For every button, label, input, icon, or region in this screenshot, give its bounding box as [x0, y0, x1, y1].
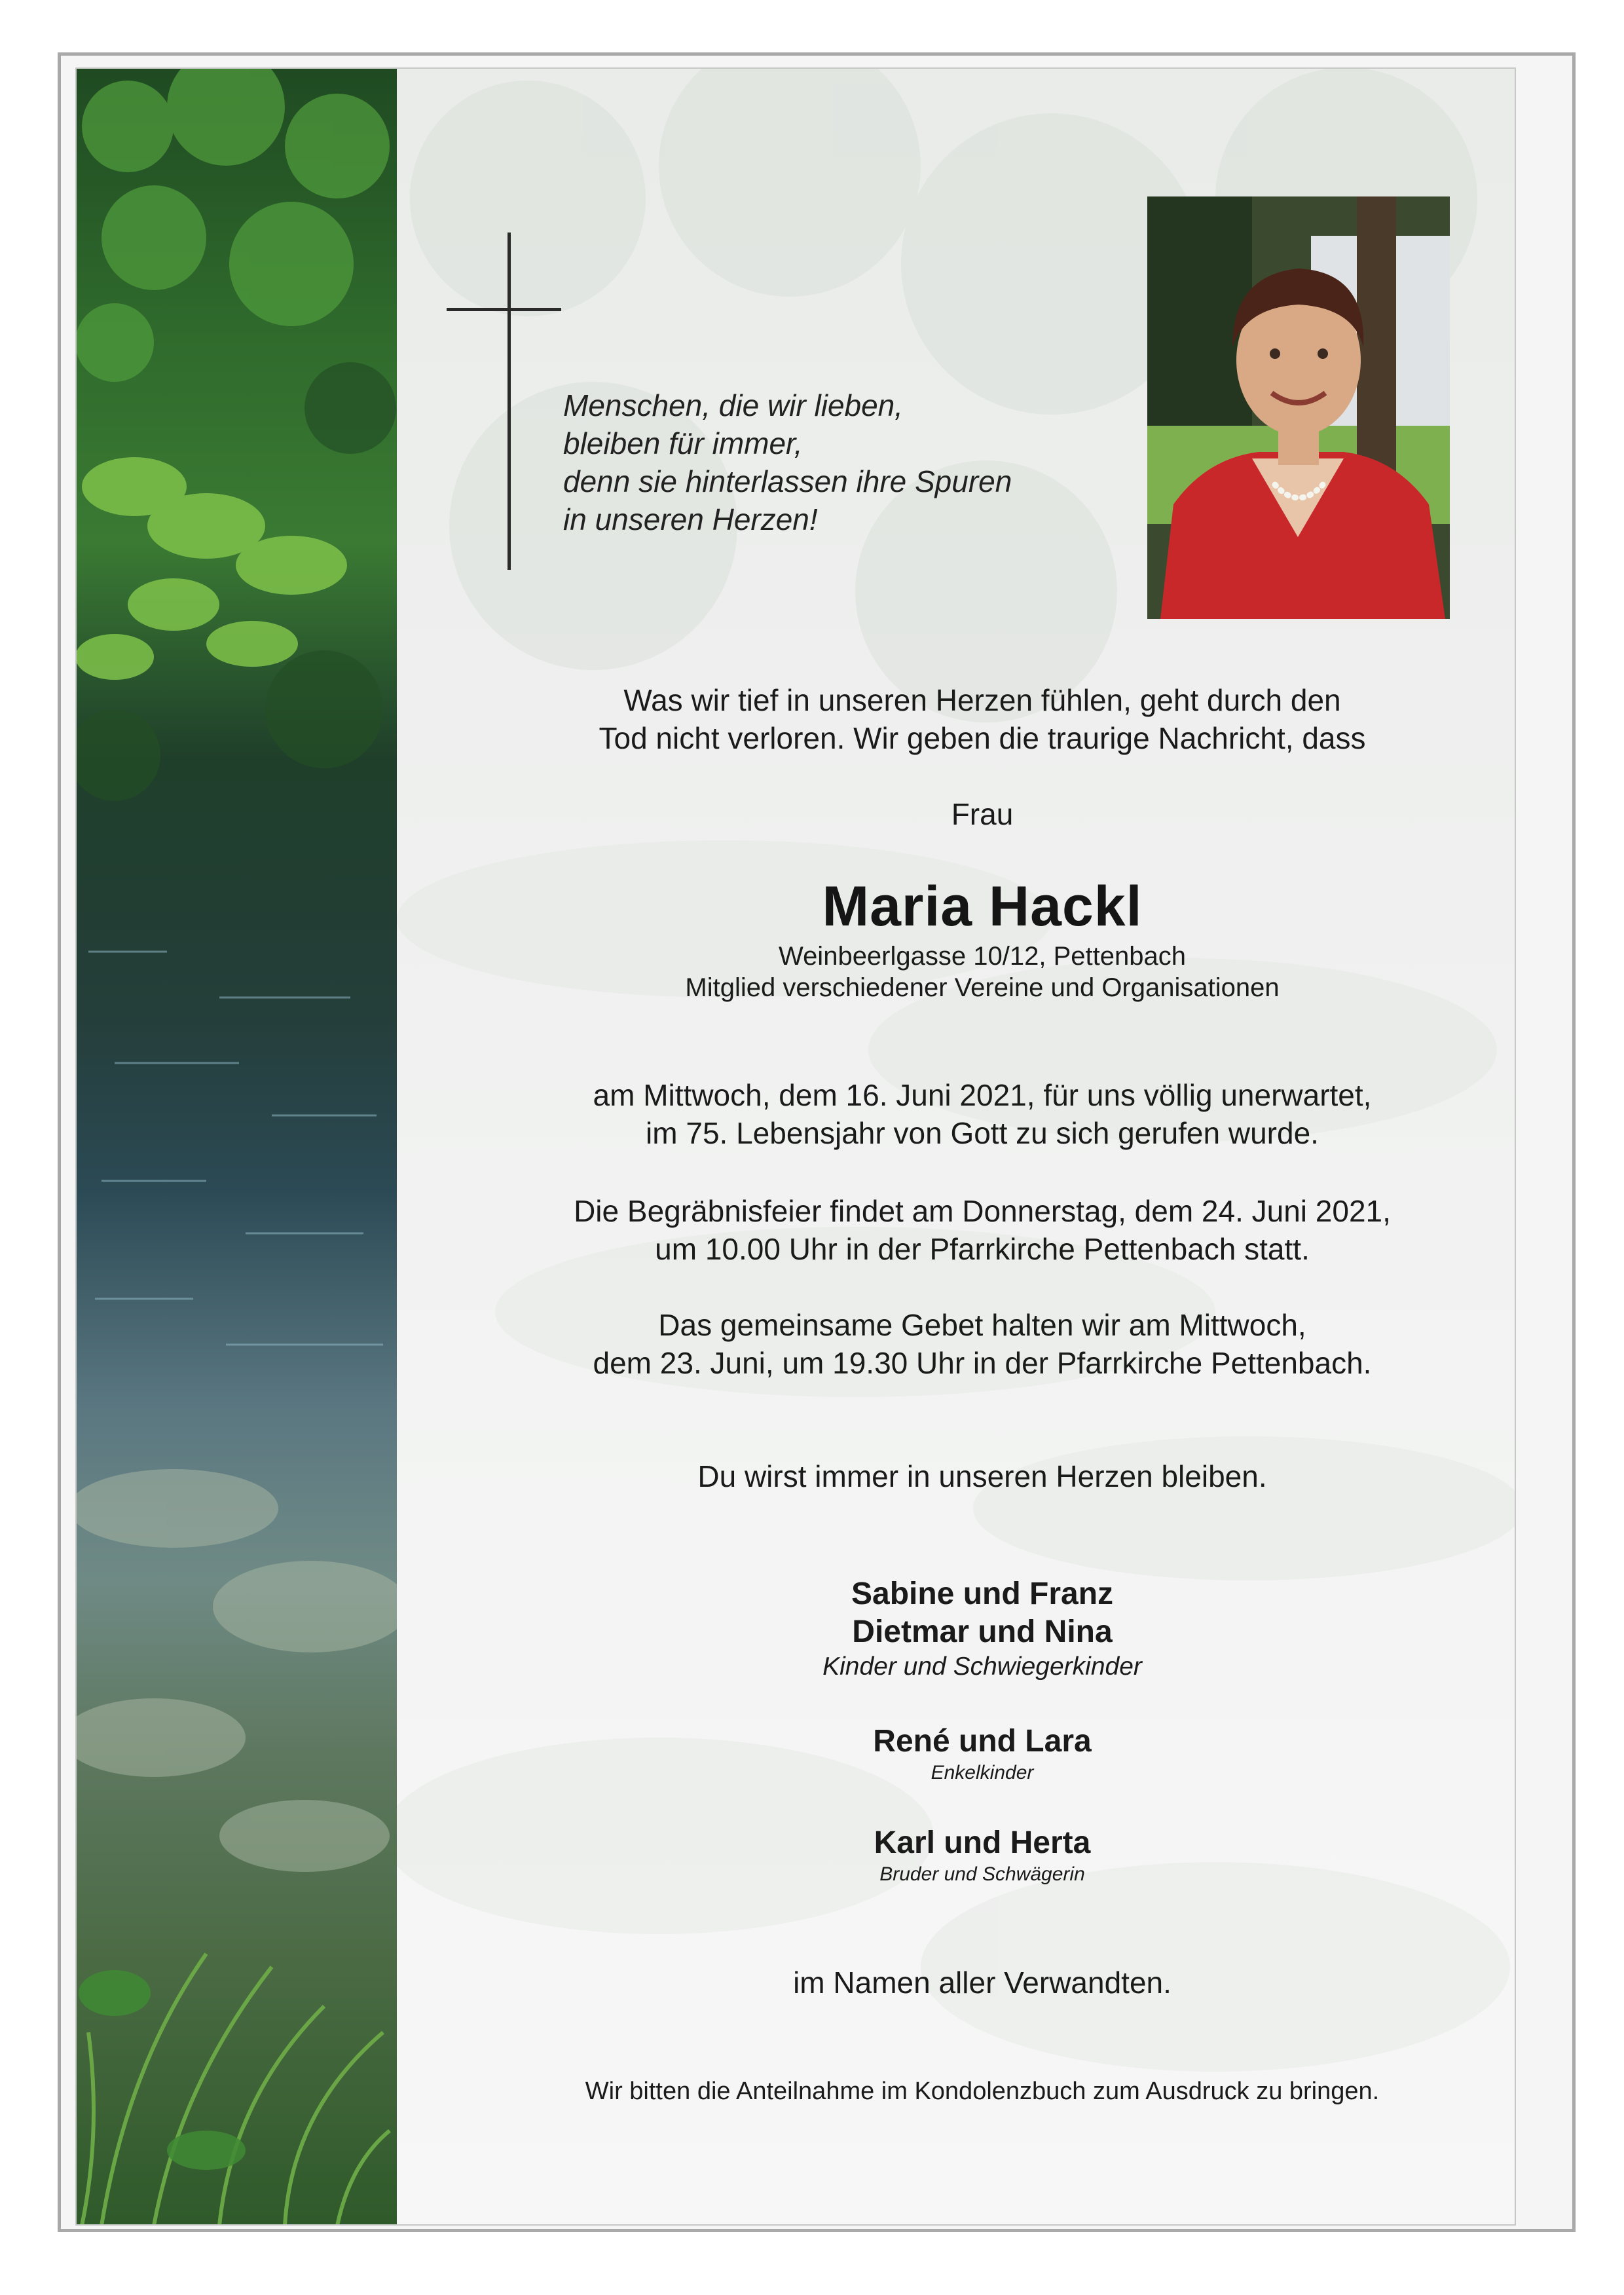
- prayer-info: [458, 1306, 1506, 1382]
- mourner-relation: Enkelkinder: [931, 1762, 1034, 1783]
- poem-line: denn sie hinterlassen ihre Spuren: [563, 464, 1012, 498]
- cross-icon-horizontal: [447, 308, 561, 311]
- funeral-info: [458, 1192, 1506, 1268]
- mourner-group-grandchildren: [458, 1723, 1506, 1785]
- mourner-names: Dietmar und Nina: [852, 1614, 1113, 1649]
- deceased-membership: Mitglied verschiedener Vereine und Organisationen: [685, 973, 1280, 1002]
- portrait-photo: [1147, 196, 1450, 619]
- death-notice-line: im 75. Lebensjahr von Gott zu sich gerufen wurde.: [646, 1116, 1319, 1150]
- mourner-relation: Bruder und Schwägerin: [879, 1863, 1085, 1885]
- river-forest-illustration: [75, 67, 397, 2226]
- poem-line: in unseren Herzen!: [563, 502, 818, 536]
- intro-line: Was wir tief in unseren Herzen fühlen, geht durch den: [623, 683, 1341, 717]
- poem-line: bleiben für immer,: [563, 426, 803, 460]
- portrait-illustration: [1147, 196, 1450, 619]
- on-behalf-line: im Namen aller Verwandten.: [793, 1966, 1172, 2000]
- mourner-group-children: [458, 1575, 1506, 1683]
- intro-line: Tod nicht verloren. Wir geben die traurige Nachricht, dass: [599, 721, 1366, 755]
- salutation: Frau: [951, 797, 1014, 831]
- mourner-group-siblings: [458, 1824, 1506, 1887]
- closing-line: Du wirst immer in unseren Herzen bleiben.: [697, 1459, 1267, 1493]
- death-notice: [458, 1076, 1506, 1152]
- deceased-address: Weinbeerlgasse 10/12, Pettenbach: [779, 942, 1186, 971]
- intro-text: [458, 681, 1506, 757]
- cross-icon-vertical: [507, 233, 511, 570]
- deceased-details: [458, 941, 1506, 1003]
- deceased-name: Maria Hackl: [822, 875, 1143, 938]
- memorial-poem: [563, 386, 1153, 538]
- nature-photo-strip: [75, 67, 397, 2226]
- poem-line: Menschen, die wir lieben,: [563, 388, 904, 422]
- mourner-names: Sabine und Franz: [851, 1577, 1114, 1611]
- mourner-names: Karl und Herta: [874, 1825, 1091, 1860]
- death-notice-line: am Mittwoch, dem 16. Juni 2021, für uns völlig unerwartet,: [593, 1078, 1372, 1112]
- prayer-line: dem 23. Juni, um 19.30 Uhr in der Pfarrkirche Pettenbach.: [593, 1346, 1372, 1380]
- mourner-relation: Kinder und Schwiegerkinder: [822, 1652, 1142, 1681]
- funeral-line: um 10.00 Uhr in der Pfarrkirche Pettenbach statt.: [655, 1232, 1310, 1266]
- funeral-line: Die Begräbnisfeier findet am Donnerstag, dem 24. Juni 2021,: [574, 1194, 1391, 1228]
- prayer-line: Das gemeinsame Gebet halten wir am Mittwoch,: [658, 1308, 1306, 1342]
- mourner-names: René und Lara: [873, 1724, 1092, 1759]
- condolence-note: Wir bitten die Anteilnahme im Kondolenzbuch zum Ausdruck zu bringen.: [585, 2078, 1380, 2105]
